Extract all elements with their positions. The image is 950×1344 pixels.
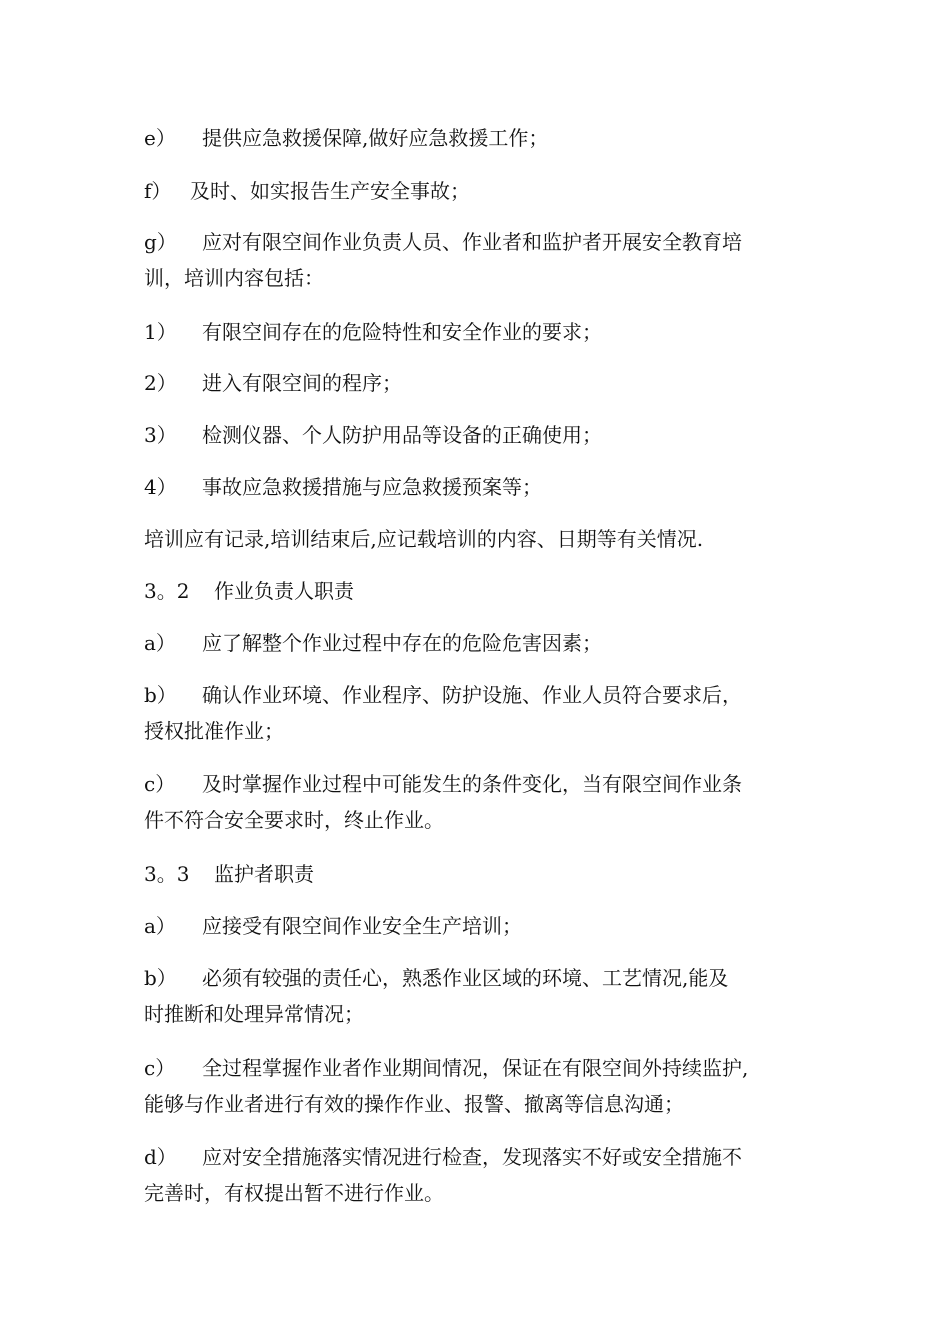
section-number: 3。2 (144, 579, 190, 603)
item-text: 应接受有限空间作业安全生产培训； (202, 914, 522, 938)
item-text-continued: 训，培训内容包括： (144, 266, 324, 290)
list-item (144, 469, 824, 505)
item-text-continued: 完善时，有权提出暂不进行作业。 (144, 1181, 444, 1205)
item-text-continued: 能够与作业者进行有效的操作作业、报警、撤离等信息沟通； (144, 1092, 684, 1116)
section-number: 3。3 (144, 862, 190, 886)
list-item (144, 314, 824, 350)
item-marker: g） (144, 230, 177, 254)
section-heading (144, 856, 824, 892)
item-text-continued: 授权批准作业； (144, 719, 284, 743)
item-text: 有限空间存在的危险特性和安全作业的要求； (202, 320, 602, 344)
section-title: 作业负责人职责 (214, 579, 354, 603)
item-text-continued: 件不符合安全要求时，终止作业。 (144, 808, 444, 832)
item-text: 应了解整个作业过程中存在的危险危害因素； (202, 631, 602, 655)
item-marker: a） (144, 631, 176, 655)
item-marker: e） (144, 126, 176, 150)
item-text: 全过程掌握作业者作业期间情况，保证在有限空间外持续监护, (202, 1056, 749, 1080)
body-paragraph (144, 521, 824, 557)
section-title: 监护者职责 (214, 862, 314, 886)
item-marker: b） (144, 683, 177, 707)
list-item (144, 908, 824, 944)
item-text: 确认作业环境、作业程序、防护设施、作业人员符合要求后， (202, 683, 742, 707)
section-heading (144, 573, 824, 609)
list-item (144, 417, 824, 453)
item-text: 及时、如实报告生产安全事故； (190, 179, 470, 203)
list-item (144, 120, 824, 156)
list-item (144, 224, 824, 296)
item-text-continued: 时推断和处理异常情况； (144, 1002, 364, 1026)
item-marker: d） (144, 1145, 177, 1169)
item-marker: 3） (144, 423, 177, 447)
item-marker: 1） (144, 320, 177, 344)
item-marker: c） (144, 1056, 176, 1080)
item-text: 进入有限空间的程序； (202, 371, 402, 395)
paragraph-text: 培训应有记录,培训结束后,应记载培训的内容、日期等有关情况. (144, 527, 704, 551)
item-marker: b） (144, 966, 177, 990)
list-item (144, 766, 824, 838)
list-item (144, 960, 824, 1032)
item-marker: 2） (144, 371, 177, 395)
item-marker: 4） (144, 475, 177, 499)
item-text: 应对有限空间作业负责人员、作业者和监护者开展安全教育培 (202, 230, 742, 254)
item-text: 提供应急救援保障,做好应急救援工作； (202, 126, 549, 150)
item-marker: a） (144, 914, 176, 938)
list-item (144, 625, 824, 661)
item-text: 及时掌握作业过程中可能发生的条件变化，当有限空间作业条 (202, 772, 742, 796)
list-item (144, 1139, 824, 1211)
item-marker: f） (144, 179, 172, 203)
item-text: 检测仪器、个人防护用品等设备的正确使用； (202, 423, 602, 447)
item-text: 应对安全措施落实情况进行检查，发现落实不好或安全措施不 (202, 1145, 742, 1169)
list-item (144, 677, 824, 749)
item-text: 事故应急救援措施与应急救援预案等； (202, 475, 542, 499)
item-marker: c） (144, 772, 176, 796)
list-item (144, 173, 824, 209)
list-item (144, 365, 824, 401)
list-item (144, 1050, 824, 1122)
item-text: 必须有较强的责任心，熟悉作业区域的环境、工艺情况,能及 (202, 966, 729, 990)
